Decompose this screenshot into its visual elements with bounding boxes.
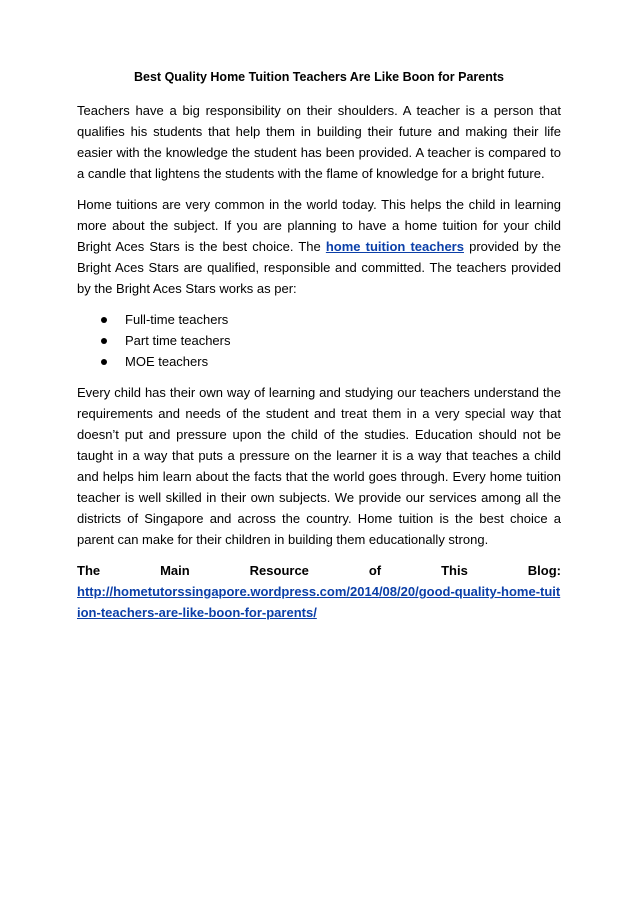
resource-word: Resource: [249, 563, 309, 578]
document-page: [77, 68, 561, 623]
bullet-icon: [101, 338, 107, 344]
resource-word: of: [368, 563, 382, 578]
paragraph-home-tuitions-text-before: Home tuitions are very common in the world today. This helps the child in learning more about the subject. If you are planning to have a home tuition for your child Bright Aces Stars is the best choice. The: [77, 197, 561, 254]
resource-word: This: [441, 563, 468, 578]
list-item: [101, 330, 561, 351]
teacher-types-list: [77, 309, 561, 372]
list-item: [101, 351, 561, 372]
list-item-label: Full-time teachers: [125, 312, 229, 327]
resource-word: Blog:: [527, 563, 561, 578]
bullet-icon: [101, 359, 107, 365]
resource-word: Main: [160, 563, 190, 578]
resource-word: The: [77, 563, 101, 578]
list-item: [101, 309, 561, 330]
bullet-icon: [101, 317, 107, 323]
list-item-label: Part time teachers: [125, 333, 231, 348]
paragraph-intro: Teachers have a big responsibility on their shoulders. A teacher is a person that qualifies his students that help them in building their future and making their life easier with the knowledge the student has been provided. A teacher is compared to a candle that lightens the students with the flame of knowledge for a bright future.: [77, 103, 561, 181]
document-title: Best Quality Home Tuition Teachers Are Like Boon for Parents: [134, 70, 504, 84]
resource-url-link[interactable]: http://hometutorssingapore.wordpress.com/2014/08/20/good-quality-home-tuition-teachers-are-like-boon-for-parents/: [77, 584, 561, 620]
resource-heading: [77, 560, 561, 581]
home-tuition-teachers-link[interactable]: home tuition teachers: [325, 239, 464, 254]
paragraph-home-tuitions: [77, 194, 561, 299]
list-item-label: MOE teachers: [125, 354, 209, 369]
resource-url-paragraph: [77, 581, 561, 623]
paragraph-every-child: Every child has their own way of learning and studying our teachers understand the requirements and needs of the student and treat them in a very special way that doesn’t put and pressure upon the child of the studies. Education should not be taught in a way that puts a pressure on the learner it is a way that teaches a child and helps him learn about the facts that the world goes through. Every home tuition teacher is well skilled in their own subjects. We provide our services among all the districts of Singapore and across the country. Home tuition is the best choice a parent can make for their children in building them educationally strong.: [77, 385, 561, 547]
paragraph-home-tuitions-text-after: provided by the Bright Aces Stars are qualified, responsible and committed. The teachers provided by the Bright Aces Stars works as per:: [77, 239, 562, 296]
